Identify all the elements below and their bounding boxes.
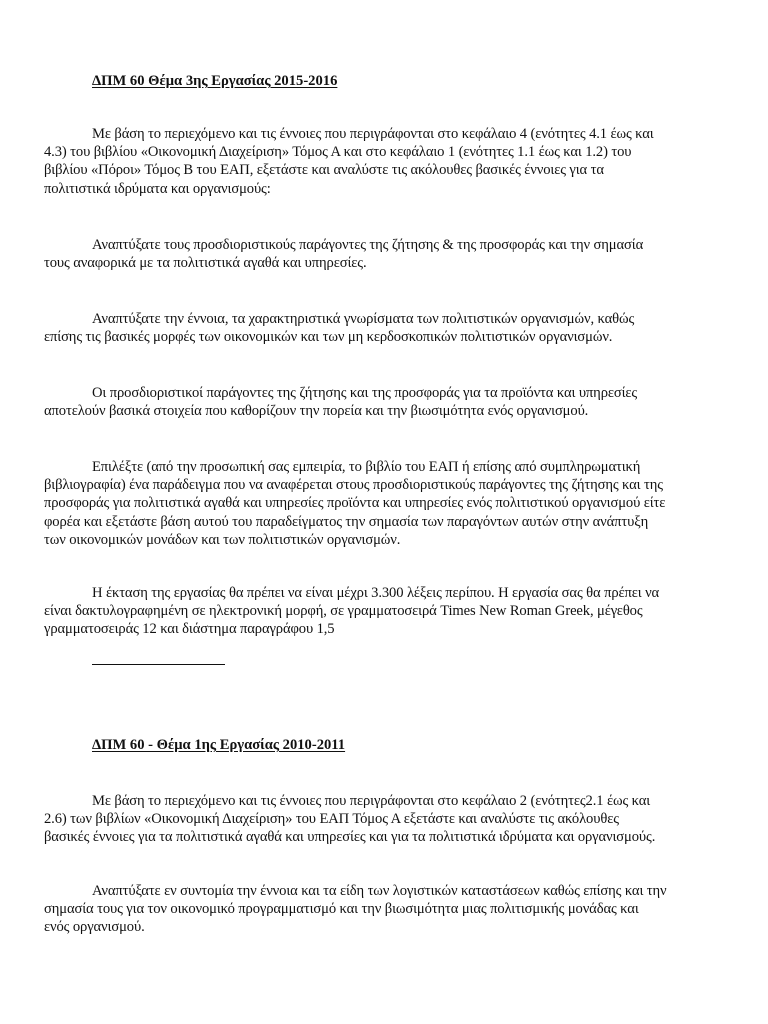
text-line: πολιτιστικά ιδρύματα και οργανισμούς: [44,180,271,197]
text-line: βασικές έννοιες για τα πολιτιστικά αγαθά και υπηρεσίες και για τα πολιτιστικά ιδρύματα και οργανισμούς. [44,829,656,846]
text-line: Αναπτύξατε την έννοια, τα χαρακτηριστικά γνωρίσματα των πολιτιστικών οργανισμών, καθώς [92,311,635,327]
text-line: τους αναφορικά με τα πολιτιστικά αγαθά και υπηρεσίες. [44,255,367,272]
section-1-paragraph-5 [44,458,724,549]
text-line: των οικονομικών μονάδων και των πολιτιστικών οργανισμών. [44,531,401,548]
section-1-paragraph-4 [44,384,724,420]
text-line: προσφοράς για πολιτιστικά αγαθά και υπηρεσίες προϊόντα και υπηρεσίες ενός πολιτιστικού οργανισμού είτε [44,495,666,512]
text-line: φορέα και εξετάστε βάση αυτού του παραδείγματος την σημασία των παραγόντων αυτών στην ανάπτυξη [44,513,649,530]
text-line: σημασία τους για τον οικονομικό προγραμματισμό και την βιωσιμότητα μιας πολιτισμικής μονάδας και [44,901,639,918]
text-line: 2.6) των βιβλίων «Οικονομική Διαχείριση» του ΕΑΠ Τόμος Α εξετάστε και αναλύστε τις ακόλουθες [44,811,619,828]
text-line: ενός οργανισμού. [44,919,145,936]
section-1-paragraph-3 [44,310,724,346]
section-1-heading: ΔΠΜ 60 Θέμα 3ης Εργασίας 2015-2016 [92,73,338,89]
text-line: Οι προσδιοριστικοί παράγοντες της ζήτησης και της προσφοράς για τα προϊόντα και υπηρεσίες [92,385,638,401]
text-line: Με βάση το περιεχόμενο και τις έννοιες που περιγράφονται στο κεφάλαιο 2 (ενότητες2.1 έως και [92,793,651,809]
text-line: βιβλίου «Πόροι» Τόμος Β του ΕΑΠ, εξετάστε και αναλύστε τις ακόλουθες βασικές έννοιες για τα [44,162,604,179]
text-line: 4.3) του βιβλίου «Οικονομική Διαχείριση» Τόμος Α και στο κεφάλαιο 1 (ενότητες 1.1 έως και 1.2) του [44,144,632,161]
text-line: Η έκταση της εργασίας θα πρέπει να είναι μέχρι 3.300 λέξεις περίπου. Η εργασία σας θα πρέπει να [92,585,660,601]
text-line: είναι δακτυλογραφημένη σε ηλεκτρονική μορφή, σε γραμματοσειρά Times New Roman Greek, μέγεθος [44,603,643,620]
section-1-paragraph-6 [44,584,724,639]
text-line: Επιλέξτε (από την προσωπική σας εμπειρία, το βιβλίο του ΕΑΠ ή επίσης από συμπληρωματική [92,459,641,475]
section-2-paragraph-2 [44,882,724,937]
section-1-paragraph-1 [44,125,724,198]
section-1-paragraph-2 [44,236,724,272]
text-line: βιβλιογραφία) ένα παράδειγμα που να αναφέρεται στους προσδιοριστικούς παράγοντες της ζήτησης και της [44,477,663,494]
separator-line [92,664,225,665]
text-line: Αναπτύξατε εν συντομία την έννοια και τα είδη των λογιστικών καταστάσεων καθώς επίσης και την [92,883,667,899]
text-line: γραμματοσειράς 12 και διάστημα παραγράφου 1,5 [44,621,335,638]
text-line: αποτελούν βασικά στοιχεία που καθορίζουν την πορεία και την βιωσιμότητα ενός οργανισμού. [44,403,589,420]
text-line: Αναπτύξατε τους προσδιοριστικούς παράγοντες της ζήτησης & της προσφοράς και την σημασία [92,237,644,253]
section-2-heading: ΔΠΜ 60 - Θέμα 1ης Εργασίας 2010-2011 [92,737,346,753]
text-line: Με βάση το περιεχόμενο και τις έννοιες που περιγράφονται στο κεφάλαιο 4 (ενότητες 4.1 έως και [92,126,654,142]
section-2-paragraph-1 [44,792,724,847]
text-line: επίσης τις βασικές μορφές των οικονομικών και των μη κερδοσκοπικών πολιτιστικών οργανισμών. [44,329,613,346]
